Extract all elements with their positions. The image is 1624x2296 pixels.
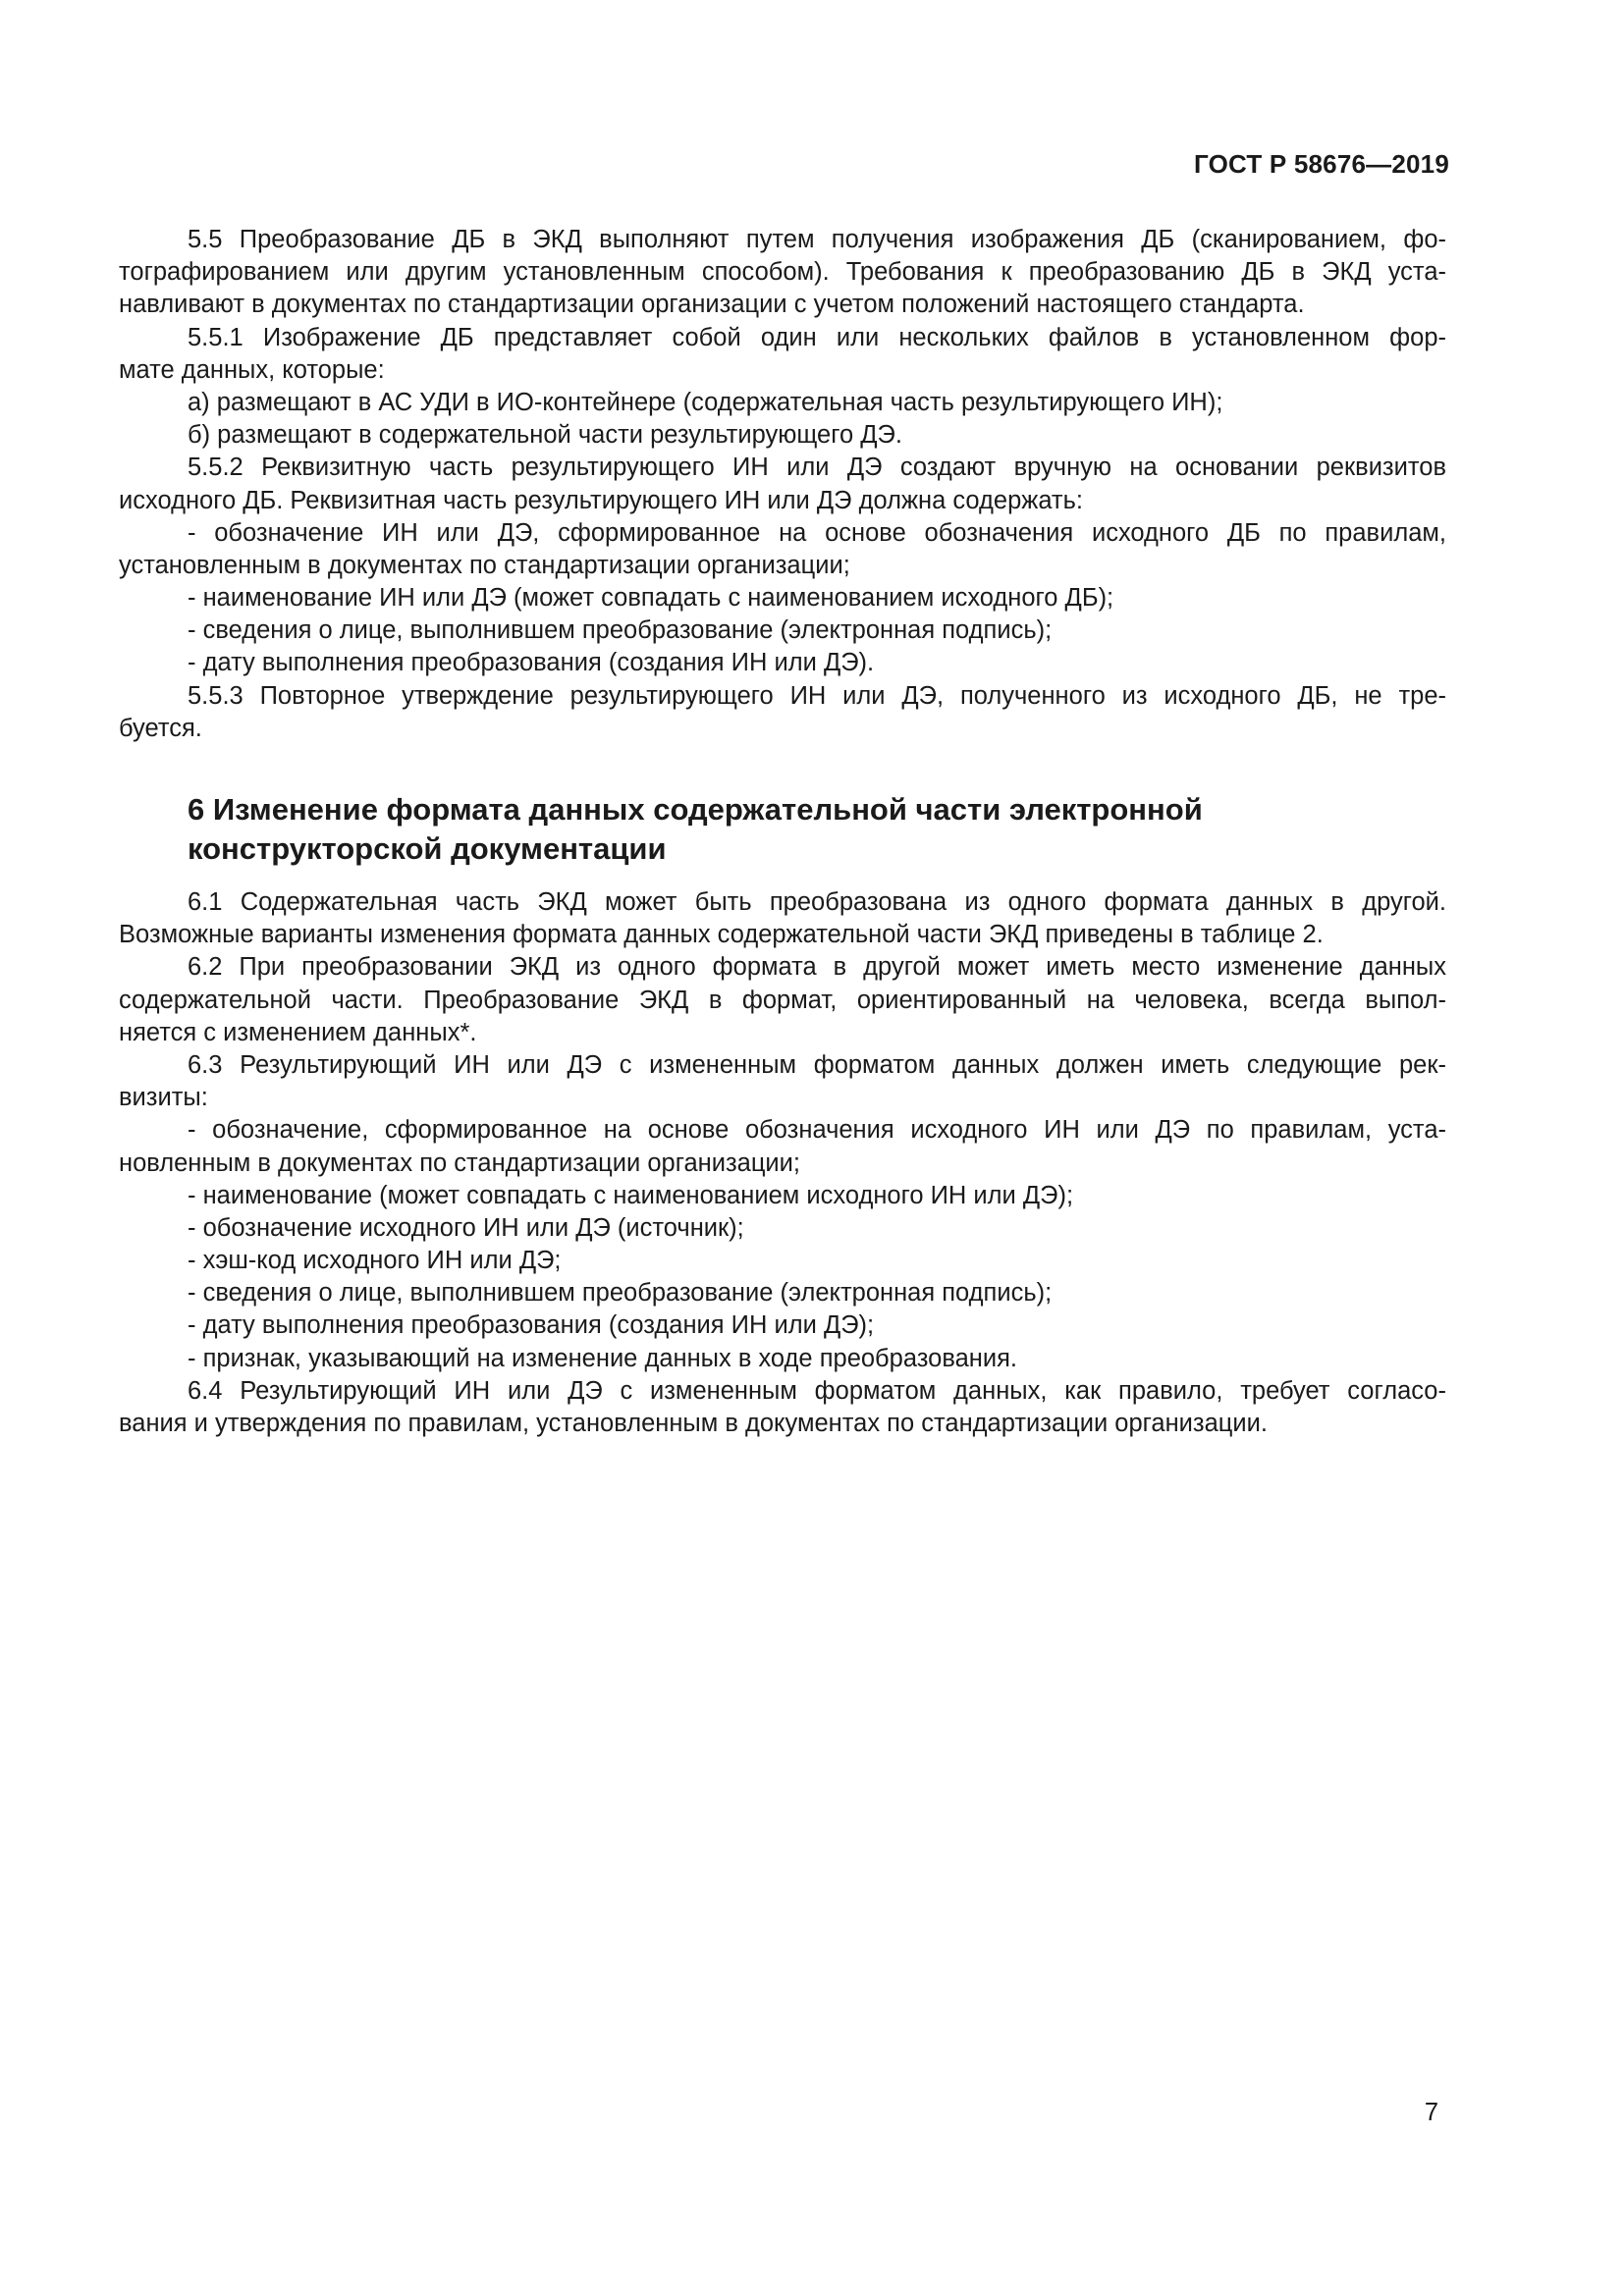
paragraph-6-1 xyxy=(119,886,1446,951)
text-line: 5.5.3 Повторное утверждение результирующего ИН или ДЭ, полученного из исходного ДБ, не тре- xyxy=(188,681,1446,710)
text-line: 5.5.1 Изображение ДБ представляет собой один или нескольких файлов в установленном фор- xyxy=(188,323,1446,351)
list-item-continuation: установленным в документах по стандартизации организации; xyxy=(119,551,850,579)
list-5-5-1 xyxy=(119,387,1446,452)
list-item: - обозначение, сформированное на основе обозначения исходного ИН или ДЭ по правилам, уста- xyxy=(188,1116,1446,1145)
list-item: а) размещают в АС УДИ в ИО-контейнере (содержательная часть результирующего ИН); xyxy=(188,388,1223,416)
page-number: 7 xyxy=(1424,2099,1438,2126)
list-item: - дату выполнения преобразования (создания ИН или ДЭ). xyxy=(188,649,875,677)
section-6-heading xyxy=(119,790,1446,869)
text-line: 6.4 Результирующий ИН или ДЭ с измененным форматом данных, как правило, требует согласо- xyxy=(188,1376,1446,1405)
list-item: - дату выполнения преобразования (создания ИН или ДЭ); xyxy=(188,1311,875,1340)
list-item-continuation: новленным в документах по стандартизации организации; xyxy=(119,1148,801,1177)
list-item: - сведения о лице, выполнившем преобразование (электронная подпись); xyxy=(188,1279,1053,1308)
text-line: содержательной части. Преобразование ЭКД в формат, ориентированный на человека, всегда выпол- xyxy=(119,986,1446,1014)
text-line: 5.5 Преобразование ДБ в ЭКД выполняют путем получения изображения ДБ (сканированием, фо- xyxy=(188,226,1446,253)
list-item: - наименование ИН или ДЭ (может совпадать с наименованием исходного ДБ); xyxy=(188,584,1114,613)
list-item: - наименование (может совпадать с наименованием исходного ИН или ДЭ); xyxy=(188,1181,1074,1209)
text-line: исходного ДБ. Реквизитная часть результирующего ИН или ДЭ должна содержать: xyxy=(119,486,1083,514)
text-line: няется с изменением данных*. xyxy=(119,1018,477,1046)
list-item: - хэш-код исходного ИН или ДЭ; xyxy=(188,1247,562,1275)
section-gap xyxy=(119,745,1446,790)
text-line: 6.3 Результирующий ИН или ДЭ с измененным форматом данных должен иметь следующие рек- xyxy=(188,1050,1446,1079)
list-item: - обозначение исходного ИН или ДЭ (источник); xyxy=(188,1213,744,1242)
heading-line: 6 Изменение формата данных содержательной части электронной xyxy=(188,792,1203,827)
heading-line: конструкторской документации xyxy=(188,831,667,866)
text-line: 6.1 Содержательная часть ЭКД может быть преобразована из одного формата данных в другой. xyxy=(188,888,1446,916)
paragraph-5-5-2 xyxy=(119,452,1446,516)
text-line: Возможные варианты изменения формата данных содержательной части ЭКД приведены в таблице 2. xyxy=(119,921,1324,949)
list-item: б) размещают в содержательной части результирующего ДЭ. xyxy=(188,421,902,450)
text-line: навливают в документах по стандартизации организации с учетом положений настоящего стандарта. xyxy=(119,291,1305,319)
paragraph-5-5-1 xyxy=(119,322,1446,387)
paragraph-5-5-3 xyxy=(119,680,1446,745)
paragraph-5-5 xyxy=(119,224,1446,322)
paragraph-6-3 xyxy=(119,1049,1446,1114)
text-line: буется. xyxy=(119,714,202,742)
text-line: визиты: xyxy=(119,1084,208,1112)
text-line: 6.2 При преобразовании ЭКД из одного формата в другой может иметь место изменение данных xyxy=(188,953,1446,982)
list-item: - сведения о лице, выполнившем преобразование (электронная подпись); xyxy=(188,616,1053,645)
text-line: вания и утверждения по правилам, установленным в документах по стандартизации организации. xyxy=(119,1410,1268,1437)
text-line: тографированием или другим установленным способом). Требования к преобразованию ДБ в ЭКД уста- xyxy=(119,258,1446,287)
text-line: мате данных, которые: xyxy=(119,355,385,384)
list-6-3 xyxy=(119,1114,1446,1375)
list-item: - обозначение ИН или ДЭ, сформированное на основе обозначения исходного ДБ по правилам, xyxy=(188,518,1446,547)
paragraph-6-4 xyxy=(119,1375,1446,1440)
text-line: 5.5.2 Реквизитную часть результирующего ИН или ДЭ создают вручную на основании реквизитов xyxy=(188,454,1446,482)
list-5-5-2 xyxy=(119,517,1446,680)
paragraph-6-2 xyxy=(119,951,1446,1049)
list-item: - признак, указывающий на изменение данных в ходе преобразования. xyxy=(188,1344,1017,1372)
document-code: ГОСТ Р 58676—2019 xyxy=(1194,149,1449,179)
page-content xyxy=(119,224,1446,1440)
